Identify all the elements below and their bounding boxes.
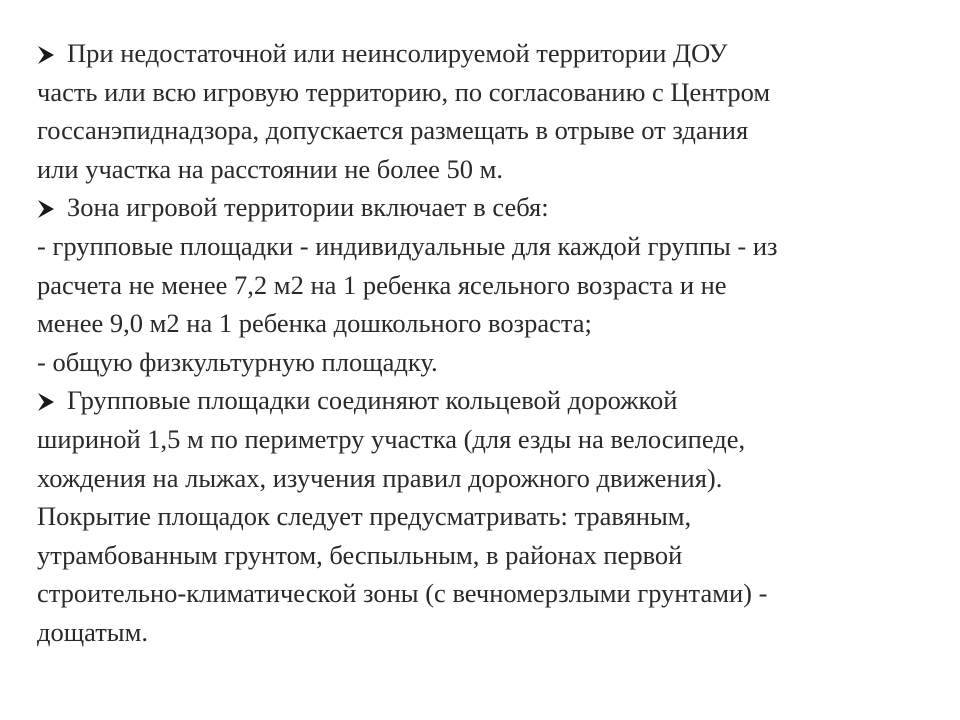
bullet-text: Групповые площадки соединяют кольцевой дорожкой [67,385,678,416]
bullet-line-first [37,34,942,73]
text-line: - общую физкультурную площадку. [37,346,438,377]
bullet-line-first [37,188,942,227]
text-line: менее 9,0 м2 на 1 ребенка дошкольного возраста; [37,308,592,339]
arrowhead-bullet-icon [37,188,67,227]
text-line: строительно-климатической зоны (с вечномерзлыми грунтами) - [37,578,768,609]
bullet-text: При недостаточной или неинсолируемой территории ДОУ [67,38,728,68]
text-line: утрамбованным грунтом, беспыльным, в районах первой [37,539,683,570]
text-line: хождения на лыжах, изучения правил дорожного движения). [37,462,723,493]
text-line: Покрытие площадок следует предусматривать: травяным, [37,501,692,532]
arrowhead-bullet-icon [37,381,67,420]
bullet-text: Зона игровой территории включает в себя: [67,192,549,223]
text-line: - групповые площадки - индивидуальные для каждой группы - из [37,230,778,261]
slide-content [37,34,942,652]
text-line: часть или всю игровую территорию, по согласованию с Центром [37,76,771,107]
text-line: госсанэпиднадзора, допускается размещать в отрыве от здания [37,115,749,146]
text-line: или участка на расстоянии не более 50 м. [37,153,504,184]
text-line: расчета не менее 7,2 м2 на 1 ребенка ясельного возраста и не [37,269,727,300]
text-line: дощатым. [37,616,148,647]
bullet-block-1 [37,34,942,188]
bullet-block-2 [37,188,942,381]
bullet-line-first [37,381,942,420]
arrowhead-bullet-icon [37,34,67,73]
text-line: шириной 1,5 м по периметру участка (для езды на велосипеде, [37,423,746,454]
bullet-block-3 [37,381,942,651]
